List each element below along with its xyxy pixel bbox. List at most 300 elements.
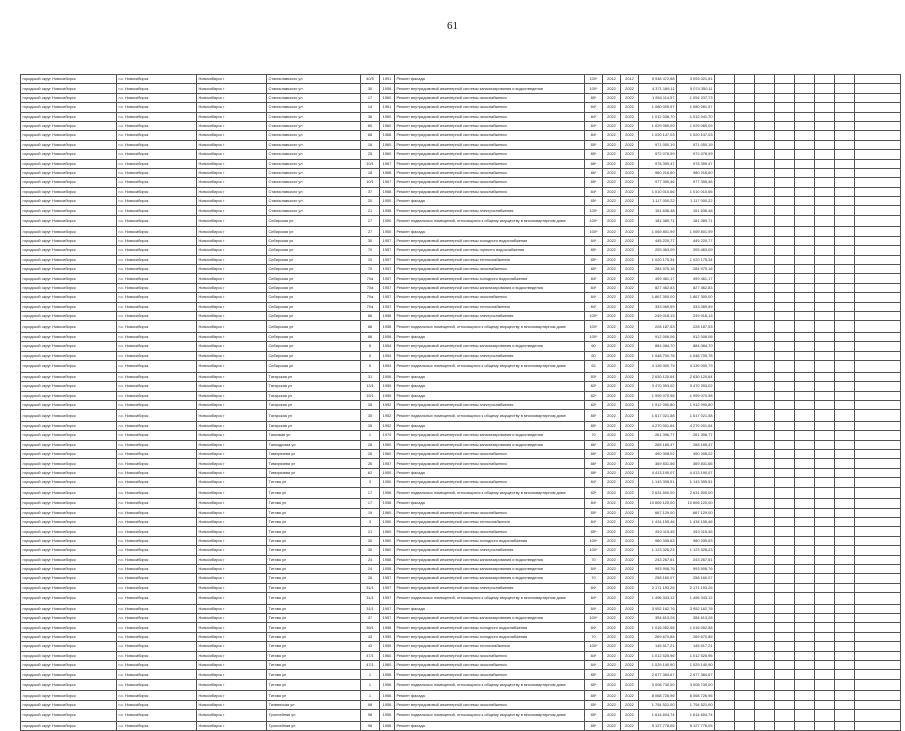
empty-cell — [755, 661, 775, 670]
empty-cell — [715, 283, 735, 292]
wear-percent-cell: 100* — [585, 227, 603, 236]
work-type-cell: Ремонт внутридомовой инженерной системы газоснабжения — [395, 103, 585, 112]
empty-cell — [855, 215, 901, 227]
work-type-cell: Ремонт внутридомовой инженерной системы электроснабжения — [395, 311, 585, 320]
empty-cell — [735, 84, 755, 93]
settlement-cell: г.о. Новосибирск — [117, 691, 197, 700]
empty-cell — [815, 84, 835, 93]
plan-year-cell: 2022 — [603, 311, 621, 320]
limit-cost-cell: 1 016 052,58 — [677, 623, 715, 632]
empty-cell — [715, 311, 735, 320]
table-row — [21, 236, 901, 245]
empty-cell — [855, 351, 901, 360]
work-type-cell: Ремонт внутридомовой инженерной системы канализирования и водоотведения — [395, 614, 585, 623]
street-cell: Троллейная ул — [267, 721, 361, 730]
cost-cell: 2 630 120,64 — [639, 372, 677, 381]
empty-cell — [775, 321, 795, 333]
wear-percent-cell: 83* — [585, 372, 603, 381]
year-built-cell: 1956 — [380, 710, 395, 722]
empty-cell — [855, 421, 901, 430]
empty-cell — [775, 361, 795, 373]
empty-cell — [815, 679, 835, 691]
empty-cell — [815, 468, 835, 477]
empty-cell — [855, 661, 901, 670]
municipality-cell: городской округ Новосибирск — [21, 372, 117, 381]
empty-cell — [715, 351, 735, 360]
empty-cell — [855, 321, 901, 333]
cost-cell: 4 371 189,11 — [639, 84, 677, 93]
year-built-cell: 1960 — [380, 140, 395, 149]
empty-cell — [815, 321, 835, 333]
work-type-cell: Ремонт внутридомовой инженерной системы канализирования и водоотведения — [395, 440, 585, 449]
empty-cell — [715, 593, 735, 605]
cost-cell: 884 084,70 — [639, 342, 677, 351]
house-number-cell: 31/1 — [361, 604, 380, 613]
cost-cell: 5 127 778,05 — [639, 721, 677, 730]
completion-year-cell: 2022 — [621, 450, 639, 459]
empty-cell — [835, 468, 855, 477]
work-type-cell: Ремонт внутридомовой инженерной системы горячего водоснабжения — [395, 246, 585, 255]
empty-cell — [795, 283, 815, 292]
completion-year-cell: 2022 — [621, 382, 639, 391]
house-number-cell: 68 — [361, 131, 380, 140]
empty-cell — [735, 206, 755, 215]
limit-cost-cell: 1 754 521,00 — [677, 700, 715, 709]
empty-cell — [835, 623, 855, 632]
empty-cell — [715, 623, 735, 632]
empty-cell — [835, 691, 855, 700]
empty-cell — [855, 265, 901, 274]
empty-cell — [815, 710, 835, 722]
empty-cell — [715, 178, 735, 187]
empty-cell — [795, 332, 815, 341]
empty-cell — [795, 84, 815, 93]
empty-cell — [775, 293, 795, 302]
plan-year-cell: 2022 — [603, 555, 621, 564]
empty-cell — [835, 227, 855, 236]
empty-cell — [815, 187, 835, 196]
completion-year-cell: 2022 — [621, 700, 639, 709]
wear-percent-cell: 85* — [585, 710, 603, 722]
city-cell: Новосибирск г — [197, 236, 267, 245]
plan-year-cell: 2022 — [603, 293, 621, 302]
work-type-cell: Ремонт внутридомовой инженерной системы газоснабжения — [395, 140, 585, 149]
municipality-cell: городской округ Новосибирск — [21, 150, 117, 159]
work-type-cell: Ремонт внутридомовой инженерной системы холодного водоснабжения — [395, 632, 585, 641]
limit-cost-cell: 912 006,06 — [677, 332, 715, 341]
limit-cost-cell: 884 084,70 — [677, 342, 715, 351]
empty-cell — [735, 478, 755, 487]
empty-cell — [815, 332, 835, 341]
completion-year-cell: 2022 — [621, 246, 639, 255]
year-built-cell: 1958 — [380, 564, 395, 573]
settlement-cell: г.о. Новосибирск — [117, 651, 197, 660]
plan-year-cell: 2022 — [603, 450, 621, 459]
street-cell: Титова ул — [267, 642, 361, 651]
empty-cell — [855, 391, 901, 400]
empty-cell — [855, 555, 901, 564]
empty-cell — [715, 487, 735, 499]
city-cell: Новосибирск г — [197, 227, 267, 236]
completion-year-cell: 2022 — [621, 302, 639, 311]
plan-year-cell: 2022 — [603, 400, 621, 409]
empty-cell — [735, 255, 755, 264]
table-row — [21, 121, 901, 130]
empty-cell — [735, 372, 755, 381]
municipality-cell: городской округ Новосибирск — [21, 168, 117, 177]
empty-cell — [735, 293, 755, 302]
empty-cell — [715, 499, 735, 508]
work-type-cell: Ремонт внутридомовой инженерной системы электроснабжения — [395, 351, 585, 360]
empty-cell — [735, 342, 755, 351]
empty-cell — [795, 593, 815, 605]
cost-cell: 980 335,63 — [639, 536, 677, 545]
empty-cell — [735, 246, 755, 255]
table-row — [21, 197, 901, 206]
work-type-cell: Ремонт внутридомовой инженерной системы газоснабжения — [395, 661, 585, 670]
wear-percent-cell: 84* — [585, 623, 603, 632]
street-cell: Сибирская ул — [267, 361, 361, 373]
municipality-cell: городской округ Новосибирск — [21, 93, 117, 102]
limit-cost-cell: 978 399,47 — [677, 159, 715, 168]
completion-year-cell: 2022 — [621, 546, 639, 555]
completion-year-cell: 2022 — [621, 206, 639, 215]
completion-year-cell: 2012 — [621, 75, 639, 84]
city-cell: Новосибирск г — [197, 140, 267, 149]
year-built-cell: 1957 — [380, 593, 395, 605]
house-number-cell: 24 — [361, 564, 380, 573]
empty-cell — [735, 546, 755, 555]
house-number-cell: 31/1 — [361, 593, 380, 605]
empty-cell — [755, 93, 775, 102]
municipality-cell: городской округ Новосибирск — [21, 421, 117, 430]
completion-year-cell: 2022 — [621, 255, 639, 264]
empty-cell — [855, 527, 901, 536]
house-number-cell: 6 — [361, 361, 380, 373]
wear-percent-cell: 85* — [585, 691, 603, 700]
cost-cell: 243 267,61 — [639, 555, 677, 564]
work-type-cell: Ремонт внутридомовой инженерной системы газоснабжения — [395, 121, 585, 130]
empty-cell — [755, 274, 775, 283]
work-type-cell: Ремонт фасада — [395, 197, 585, 206]
table-row — [21, 178, 901, 187]
work-type-cell: Ремонт фасада — [395, 332, 585, 341]
cost-cell: 993 908,76 — [639, 564, 677, 573]
empty-cell — [855, 614, 901, 623]
empty-cell — [775, 372, 795, 381]
empty-cell — [735, 499, 755, 508]
empty-cell — [715, 604, 735, 613]
settlement-cell: г.о. Новосибирск — [117, 361, 197, 373]
cost-cell: 333 069,59 — [639, 302, 677, 311]
empty-cell — [735, 527, 755, 536]
empty-cell — [795, 215, 815, 227]
table-row — [21, 274, 901, 283]
empty-cell — [835, 574, 855, 583]
year-built-cell: 1957 — [380, 302, 395, 311]
limit-cost-cell: 243 267,61 — [677, 555, 715, 564]
empty-cell — [735, 679, 755, 691]
settlement-cell: г.о. Новосибирск — [117, 440, 197, 449]
year-built-cell: 1957 — [380, 293, 395, 302]
settlement-cell: г.о. Новосибирск — [117, 400, 197, 409]
house-number-cell: 37 — [361, 614, 380, 623]
table-row — [21, 391, 901, 400]
empty-cell — [775, 332, 795, 341]
city-cell: Новосибирск г — [197, 342, 267, 351]
work-type-cell: Ремонт подвальных помещений, относящихся к общему имуществу в многоквартирном доме — [395, 487, 585, 499]
completion-year-cell: 2022 — [621, 140, 639, 149]
empty-cell — [815, 450, 835, 459]
empty-cell — [815, 670, 835, 679]
empty-cell — [835, 131, 855, 140]
empty-cell — [835, 410, 855, 422]
empty-cell — [855, 499, 901, 508]
street-cell: Титова ул — [267, 661, 361, 670]
city-cell: Новосибирск г — [197, 623, 267, 632]
empty-cell — [755, 103, 775, 112]
empty-cell — [775, 302, 795, 311]
empty-cell — [715, 642, 735, 651]
empty-cell — [855, 361, 901, 373]
settlement-cell: г.о. Новосибирск — [117, 517, 197, 526]
table-row — [21, 661, 901, 670]
empty-cell — [775, 246, 795, 255]
completion-year-cell: 2022 — [621, 112, 639, 121]
street-cell: Станиславского ул — [267, 206, 361, 215]
plan-year-cell: 2022 — [603, 93, 621, 102]
cost-cell: 1 012 038,70 — [639, 112, 677, 121]
street-cell: Татарская ул — [267, 421, 361, 430]
city-cell: Новосибирск г — [197, 478, 267, 487]
wear-percent-cell: 83* — [585, 487, 603, 499]
empty-cell — [835, 206, 855, 215]
municipality-cell: городской округ Новосибирск — [21, 140, 117, 149]
settlement-cell: г.о. Новосибирск — [117, 255, 197, 264]
settlement-cell: г.о. Новосибирск — [117, 391, 197, 400]
city-cell: Новосибирск г — [197, 468, 267, 477]
empty-cell — [795, 710, 815, 722]
wear-percent-cell: 100* — [585, 546, 603, 555]
empty-cell — [755, 255, 775, 264]
street-cell: Титова ул — [267, 499, 361, 508]
house-number-cell: 25 — [361, 150, 380, 159]
plan-year-cell: 2022 — [603, 517, 621, 526]
limit-cost-cell: 1 054 237,73 — [677, 93, 715, 102]
empty-cell — [855, 293, 901, 302]
municipality-cell: городской округ Новосибирск — [21, 459, 117, 468]
table-row — [21, 227, 901, 236]
house-number-cell: 60 — [361, 121, 380, 130]
year-built-cell: 1956 — [380, 670, 395, 679]
completion-year-cell: 2022 — [621, 632, 639, 641]
empty-cell — [835, 293, 855, 302]
street-cell: Тимирязева ул — [267, 459, 361, 468]
work-type-cell: Ремонт фасада — [395, 391, 585, 400]
limit-cost-cell: 151 638,48 — [677, 206, 715, 215]
table-row — [21, 140, 901, 149]
empty-cell — [735, 410, 755, 422]
plan-year-cell: 2022 — [603, 103, 621, 112]
city-cell: Новосибирск г — [197, 93, 267, 102]
empty-cell — [735, 382, 755, 391]
empty-cell — [795, 246, 815, 255]
completion-year-cell: 2022 — [621, 593, 639, 605]
year-built-cell: 1967 — [380, 178, 395, 187]
completion-year-cell: 2022 — [621, 187, 639, 196]
empty-cell — [755, 197, 775, 206]
municipality-cell: городской округ Новосибирск — [21, 691, 117, 700]
empty-cell — [715, 75, 735, 84]
empty-cell — [795, 651, 815, 660]
empty-cell — [815, 265, 835, 274]
year-built-cell: 1957 — [380, 604, 395, 613]
settlement-cell: г.о. Новосибирск — [117, 293, 197, 302]
empty-cell — [855, 468, 901, 477]
table-row — [21, 642, 901, 651]
empty-cell — [755, 321, 775, 333]
completion-year-cell: 2022 — [621, 84, 639, 93]
limit-cost-cell: 1 010 010,66 — [677, 187, 715, 196]
city-cell: Новосибирск г — [197, 517, 267, 526]
empty-cell — [715, 302, 735, 311]
empty-cell — [835, 614, 855, 623]
plan-year-cell: 2012 — [603, 75, 621, 84]
municipality-cell: городской округ Новосибирск — [21, 103, 117, 112]
limit-cost-cell: 1 614 604,74 — [677, 710, 715, 722]
empty-cell — [855, 450, 901, 459]
cost-cell: 145 917,21 — [639, 642, 677, 651]
completion-year-cell: 2022 — [621, 121, 639, 130]
street-cell: Сибирская ул — [267, 342, 361, 351]
cost-cell: 980 216,60 — [639, 168, 677, 177]
house-number-cell: 47/1 — [361, 651, 380, 660]
cost-cell: 1 020 147,03 — [639, 131, 677, 140]
city-cell: Новосибирск г — [197, 293, 267, 302]
empty-cell — [815, 583, 835, 592]
city-cell: Новосибирск г — [197, 410, 267, 422]
street-cell: Сибирская ул — [267, 302, 361, 311]
settlement-cell: г.о. Новосибирск — [117, 478, 197, 487]
house-number-cell: 37 — [361, 187, 380, 196]
empty-cell — [815, 93, 835, 102]
settlement-cell: г.о. Новосибирск — [117, 614, 197, 623]
table-row — [21, 302, 901, 311]
empty-cell — [835, 710, 855, 722]
city-cell: Новосибирск г — [197, 103, 267, 112]
completion-year-cell: 2022 — [621, 651, 639, 660]
empty-cell — [735, 574, 755, 583]
plan-year-cell: 2022 — [603, 342, 621, 351]
empty-cell — [815, 342, 835, 351]
year-built-cell: 1968 — [380, 131, 395, 140]
city-cell: Новосибирск г — [197, 382, 267, 391]
empty-cell — [815, 536, 835, 545]
city-cell: Новосибирск г — [197, 670, 267, 679]
work-type-cell: Ремонт внутридомовой инженерной системы газоснабжения — [395, 527, 585, 536]
cost-cell: 912 006,06 — [639, 332, 677, 341]
limit-cost-cell: 284 975,16 — [677, 265, 715, 274]
empty-cell — [735, 168, 755, 177]
municipality-cell: городской округ Новосибирск — [21, 311, 117, 320]
empty-cell — [855, 651, 901, 660]
house-number-cell: 26 — [361, 450, 380, 459]
empty-cell — [735, 593, 755, 605]
street-cell: Титова ул — [267, 517, 361, 526]
empty-cell — [835, 236, 855, 245]
municipality-cell: городской округ Новосибирск — [21, 265, 117, 274]
limit-cost-cell: 3 008 730,00 — [677, 679, 715, 691]
house-number-cell: 1 — [361, 431, 380, 440]
settlement-cell: г.о. Новосибирск — [117, 546, 197, 555]
empty-cell — [815, 103, 835, 112]
table-row — [21, 400, 901, 409]
empty-cell — [795, 478, 815, 487]
empty-cell — [855, 593, 901, 605]
empty-cell — [715, 459, 735, 468]
empty-cell — [855, 670, 901, 679]
empty-cell — [755, 410, 775, 422]
empty-cell — [855, 178, 901, 187]
empty-cell — [795, 517, 815, 526]
settlement-cell: г.о. Новосибирск — [117, 700, 197, 709]
plan-year-cell: 2022 — [603, 478, 621, 487]
empty-cell — [735, 721, 755, 730]
empty-cell — [775, 721, 795, 730]
empty-cell — [715, 227, 735, 236]
street-cell: Титова ул — [267, 574, 361, 583]
street-cell: Станиславского ул — [267, 121, 361, 130]
municipality-cell: городской округ Новосибирск — [21, 332, 117, 341]
plan-year-cell: 2022 — [603, 421, 621, 430]
empty-cell — [835, 670, 855, 679]
cost-cell: 1 069 801,99 — [639, 227, 677, 236]
house-number-cell: 10 — [361, 255, 380, 264]
completion-year-cell: 2022 — [621, 574, 639, 583]
year-built-cell: 1960 — [380, 450, 395, 459]
completion-year-cell: 2022 — [621, 583, 639, 592]
work-type-cell: Ремонт внутридомовой инженерной системы газоснабжения — [395, 508, 585, 517]
empty-cell — [755, 651, 775, 660]
city-cell: Новосибирск г — [197, 574, 267, 583]
completion-year-cell: 2022 — [621, 274, 639, 283]
wear-percent-cell: 84* — [585, 564, 603, 573]
empty-cell — [795, 293, 815, 302]
empty-cell — [715, 661, 735, 670]
wear-percent-cell: 84* — [585, 593, 603, 605]
empty-cell — [715, 342, 735, 351]
city-cell: Новосибирск г — [197, 321, 267, 333]
empty-cell — [755, 499, 775, 508]
street-cell: Титова ул — [267, 527, 361, 536]
street-cell: Станиславского ул — [267, 168, 361, 177]
empty-cell — [715, 382, 735, 391]
empty-cell — [775, 75, 795, 84]
year-built-cell: 1960 — [380, 651, 395, 660]
table-row — [21, 265, 901, 274]
empty-cell — [795, 236, 815, 245]
completion-year-cell: 2022 — [621, 178, 639, 187]
empty-cell — [815, 614, 835, 623]
table-row — [21, 478, 901, 487]
city-cell: Новосибирск г — [197, 112, 267, 121]
page-number: 61 — [447, 20, 458, 32]
empty-cell — [775, 121, 795, 130]
settlement-cell: г.о. Новосибирск — [117, 382, 197, 391]
empty-cell — [755, 421, 775, 430]
empty-cell — [715, 236, 735, 245]
house-number-cell: 35 — [361, 400, 380, 409]
